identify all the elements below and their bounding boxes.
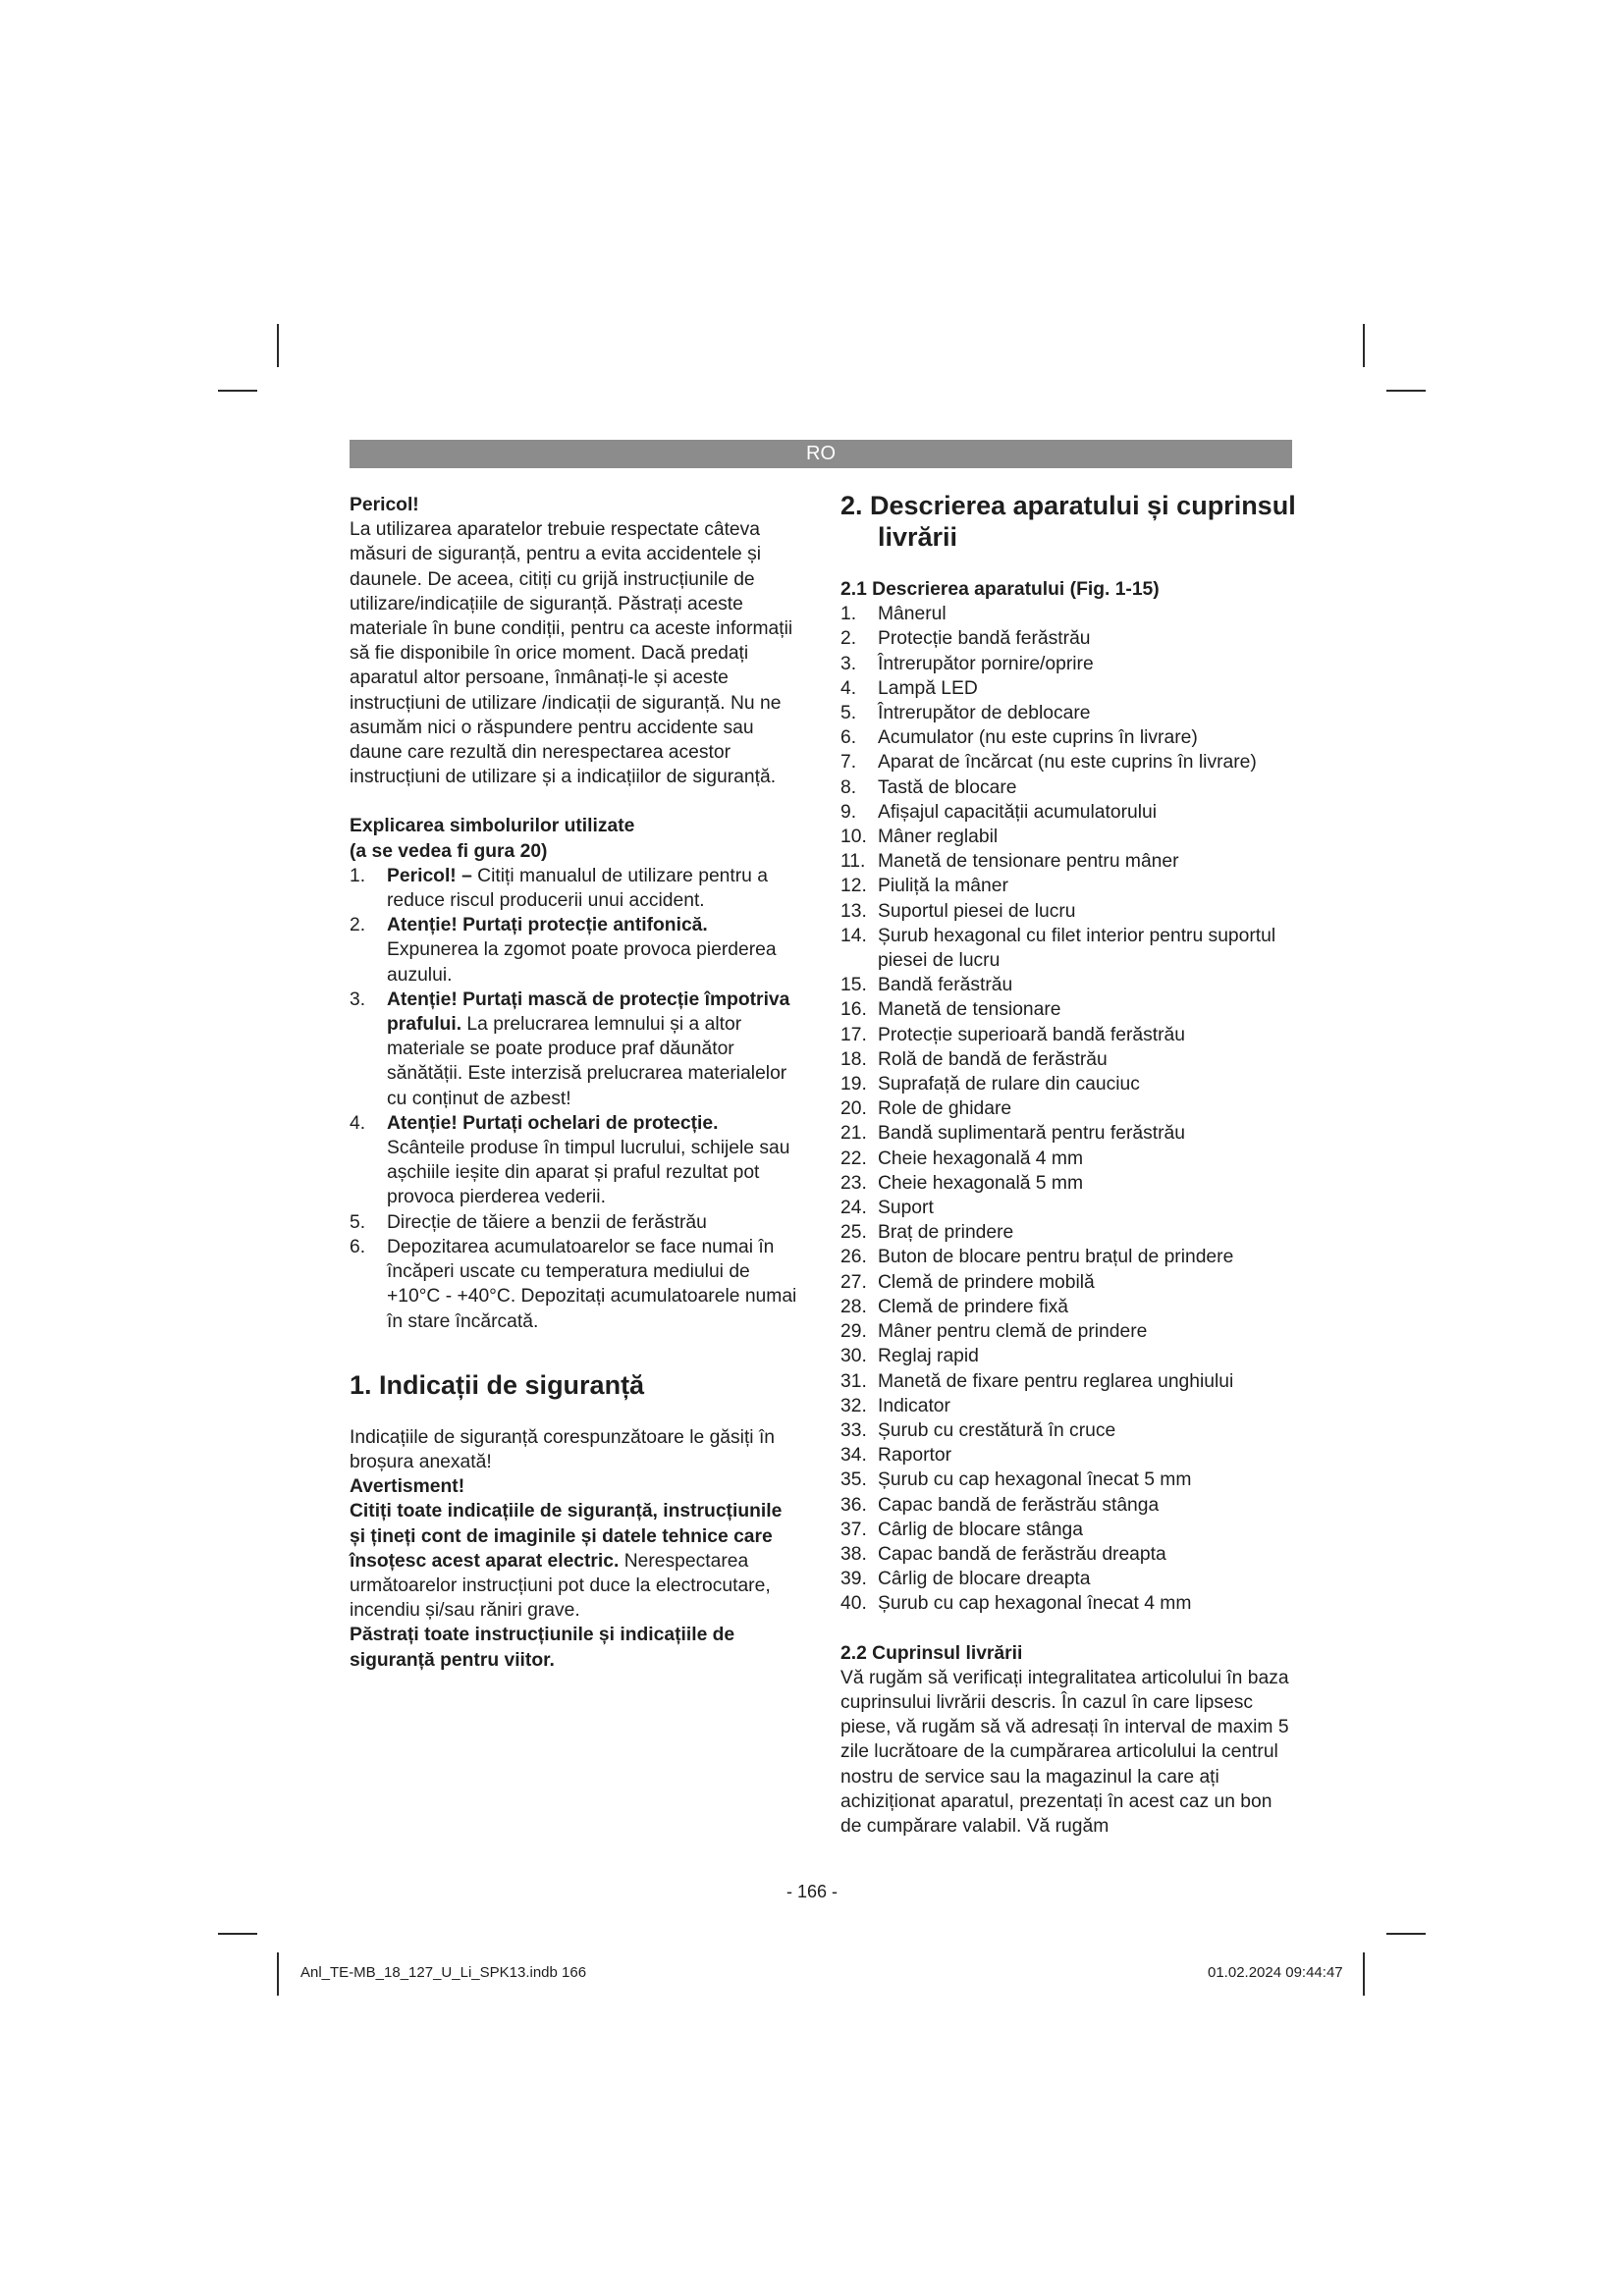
list-item: 33. Șurub cu crestătură în cruce xyxy=(840,1419,1116,1441)
list-item: 25. Braț de prindere xyxy=(840,1222,1014,1244)
warning-paragraph: Citiți toate indicațiile de siguranță, instrucțiunile și țineți cont de imaginile și datele tehnice care însoțesc acest aparat electric. Nerespectarea următoarelor instrucțiuni pot duce la electrocutare, incendiu și/sau răniri grave. xyxy=(350,1501,783,1622)
list-item: 40. Șurub cu cap hexagonal înecat 4 mm xyxy=(840,1593,1192,1615)
list-item: 9. Afișajul capacității acumulatorului xyxy=(840,801,1158,823)
section-2-1-title: 2.1 Descrierea aparatului (Fig. 1-15) xyxy=(840,579,1160,600)
list-item: 34. Raportor xyxy=(840,1445,952,1467)
list-item: 17. Protecție superioară bandă ferăstrău xyxy=(840,1024,1185,1045)
list-item: 24. Suport xyxy=(840,1198,934,1219)
footer-file: Anl_TE-MB_18_127_U_Li_SPK13.indb 166 xyxy=(300,1964,587,1981)
list-item: 7. Aparat de încărcat (nu este cuprins în livrare) xyxy=(840,752,1257,774)
danger-text: La utilizarea aparatelor trebuie respectate câteva măsuri de siguranță, pentru a evita accidentele și daunele. De aceea, citiți cu grijă instrucțiunile de utilizare/indicațiile de siguranță. Păstrați aceste materiale în bune condiții, pentru ca aceste informații să fie disponibile în orice moment. Dacă predați aparatul altor persoane, înmânați-le și aceste instrucțiuni de utilizare /indicații de siguranță. Nu ne asumăm nici o răspundere pentru accidente sau daune care rezultă din nerespectarea acestor instrucțiuni de utilizare și a indicațiilor de siguranță. xyxy=(350,519,793,788)
list-item: 30. Reglaj rapid xyxy=(840,1346,979,1367)
symbols-subtitle: (a se vedea fi gura 20) xyxy=(350,840,548,862)
list-item: 35. Șurub cu cap hexagonal înecat 5 mm xyxy=(840,1469,1192,1491)
keep-instructions-text: Păstrați toate instrucțiunile și indicațiile de siguranță pentru viitor. xyxy=(350,1625,735,1671)
list-item: 37. Cârlig de blocare stânga xyxy=(840,1519,1084,1540)
crop-mark xyxy=(277,324,279,367)
list-item: 4. Atenție! Purtați ochelari de protecție. Scânteile produse în timpul lucrului, schijele sau așchiile ieșite din aparat și praful rezultat pot provoca pierderea vederii. xyxy=(350,1112,790,1208)
list-item: 38. Capac bandă de ferăstrău dreapta xyxy=(840,1543,1166,1565)
parts-list xyxy=(840,602,1298,1616)
list-item: 6. Acumulator (nu este cuprins în livrare) xyxy=(840,727,1198,749)
section-2-title: 2. Descrierea aparatului și cuprinsul livrării xyxy=(840,491,1296,552)
symbols-title: Explicarea simbolurilor utilizate xyxy=(350,816,635,837)
left-column xyxy=(350,493,799,1673)
crop-mark xyxy=(218,1933,257,1935)
section-1-title: 1. Indicații de siguranță xyxy=(350,1369,645,1400)
list-item: 3. Întrerupător pornire/oprire xyxy=(840,653,1094,674)
right-column xyxy=(840,493,1298,1839)
list-item: 29. Mâner pentru clemă de prindere xyxy=(840,1321,1148,1343)
section-2-2-title: 2.2 Cuprinsul livrării xyxy=(840,1642,1023,1664)
footer-datetime: 01.02.2024 09:44:47 xyxy=(1208,1964,1343,1981)
section-2-2-text: Vă rugăm să verificați integralitatea articolului în baza cuprinsului livrării descris. În cazul în care lipsesc piese, vă rugăm să vă adresați în interval de maxim 5 zile lucrătoare de la cumpărarea articolului la centrul nostru de service sau la magazinul la care ați achiziționat aparatul, prezentați în acest caz un bon de cumpărare valabil. Vă rugăm xyxy=(840,1667,1289,1837)
page-number: - 166 - xyxy=(785,1882,839,1901)
list-item: 20. Role de ghidare xyxy=(840,1098,1012,1120)
list-item: 11. Manetă de tensionare pentru mâner xyxy=(840,851,1179,873)
crop-mark xyxy=(1386,1933,1426,1935)
list-item: 26. Buton de blocare pentru brațul de prindere xyxy=(840,1247,1234,1268)
list-item: 2. Protecție bandă ferăstrău xyxy=(840,628,1091,650)
list-item: 12. Piuliță la mâner xyxy=(840,876,1008,897)
list-item: 3. Atenție! Purtați mască de protecție împotriva prafului. La prelucrarea lemnului și a altor materiale se poate produce praf dăunător sănătății. Este interzisă prelucrarea materialelor cu conținut de azbest! xyxy=(350,988,790,1109)
language-bar: RO xyxy=(350,440,1292,468)
section-1-text: Indicațiile de siguranță corespunzătoare le găsiți în broșura anexată! xyxy=(350,1426,776,1472)
symbols-list xyxy=(350,864,799,1334)
list-item: 31. Manetă de fixare pentru reglarea unghiului xyxy=(840,1370,1234,1392)
crop-mark xyxy=(1363,324,1365,367)
list-item: 21. Bandă suplimentară pentru ferăstrău xyxy=(840,1123,1185,1145)
list-item: 27. Clemă de prindere mobilă xyxy=(840,1271,1095,1293)
crop-mark xyxy=(277,1952,279,1996)
list-item: 2. Atenție! Purtați protecție antifonică. Expunerea la zgomot poate provoca pierderea auzului. xyxy=(350,915,777,986)
list-item: 36. Capac bandă de ferăstrău stânga xyxy=(840,1494,1160,1516)
list-item: 16. Manetă de tensionare xyxy=(840,999,1061,1021)
crop-mark xyxy=(218,390,257,392)
list-item: 1. Pericol! – Citiți manualul de utilizare pentru a reduce riscul producerii unui accident. xyxy=(350,865,768,912)
list-item: 14. Șurub hexagonal cu filet interior pentru suportul piesei de lucru xyxy=(840,925,1276,972)
list-item: 15. Bandă ferăstrău xyxy=(840,975,1013,996)
list-item: 39. Cârlig de blocare dreapta xyxy=(840,1569,1091,1590)
list-item: 4. Lampă LED xyxy=(840,677,978,699)
warning-title: Avertisment! xyxy=(350,1476,465,1498)
danger-title: Pericol! xyxy=(350,495,419,515)
crop-mark xyxy=(1386,390,1426,392)
list-item: 6. Depozitarea acumulatoarelor se face numai în încăperi uscate cu temperatura mediului de +10°C - +40°C. Depozitați acumulatoarele numai în stare încărcată. xyxy=(350,1236,797,1332)
list-item: 5. Întrerupător de deblocare xyxy=(840,703,1091,724)
list-item: 10. Mâner reglabil xyxy=(840,827,999,848)
list-item: 28. Clemă de prindere fixă xyxy=(840,1296,1068,1317)
list-item: 32. Indicator xyxy=(840,1395,950,1416)
list-item: 23. Cheie hexagonală 5 mm xyxy=(840,1172,1084,1194)
list-item: 13. Suportul piesei de lucru xyxy=(840,900,1076,922)
list-item: 19. Suprafață de rulare din cauciuc xyxy=(840,1074,1140,1095)
list-item: 8. Tastă de blocare xyxy=(840,776,1017,798)
list-item: 18. Rolă de bandă de ferăstrău xyxy=(840,1048,1108,1070)
list-item: 1. Mânerul xyxy=(840,604,947,625)
list-item: 5. Direcție de tăiere a benzii de ferăstrău xyxy=(350,1211,707,1233)
list-item: 22. Cheie hexagonală 4 mm xyxy=(840,1148,1084,1169)
crop-mark xyxy=(1363,1952,1365,1996)
